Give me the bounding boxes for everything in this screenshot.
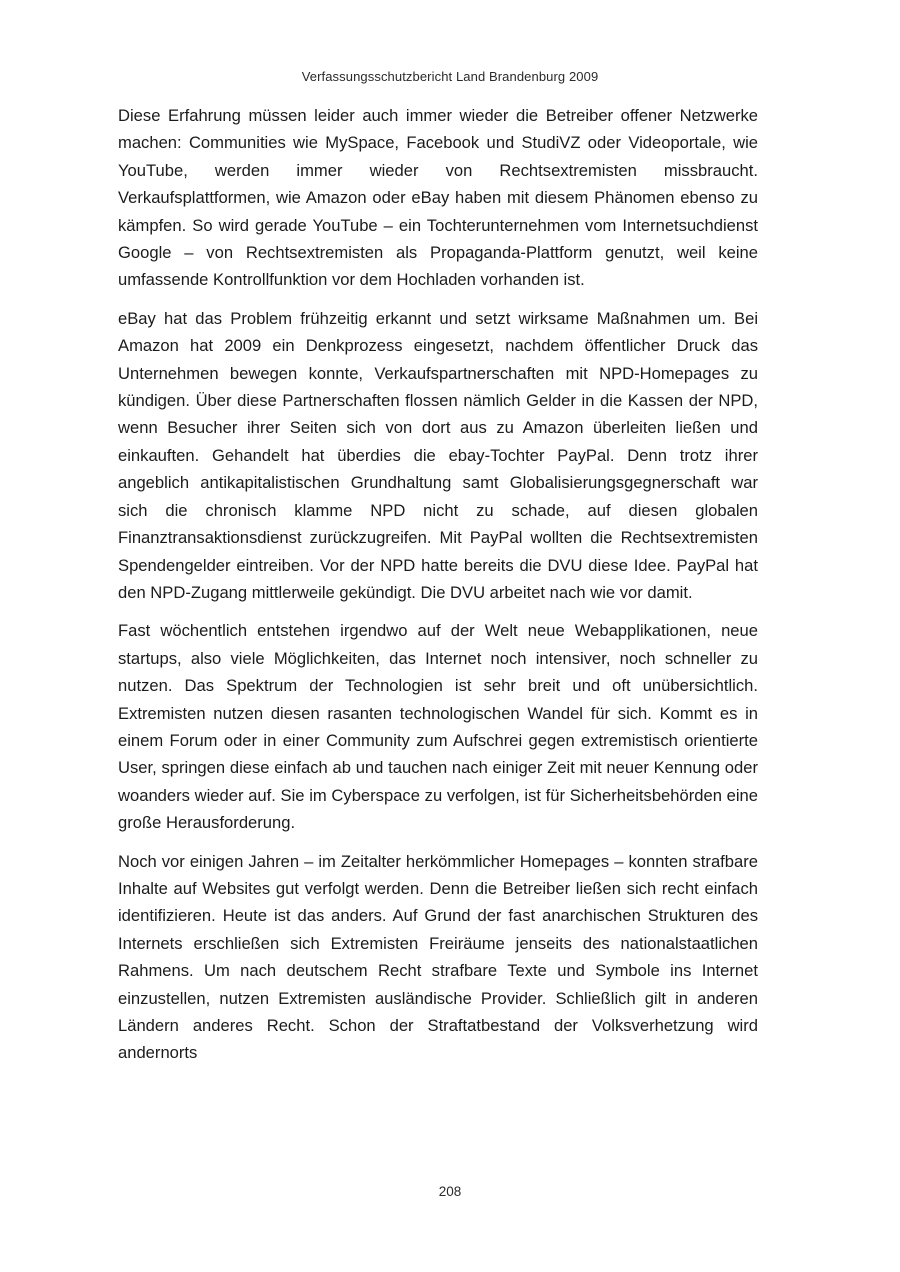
paragraph-1: Diese Erfahrung müssen leider auch immer wieder die Betreiber offener Netzwerke machen: Communities wie MySpace, Facebook und StudiVZ oder Videoportale, wie YouTube, werden immer wieder von Rechtsextremisten missbraucht. Verkaufsplattformen, wie Amazon oder eBay haben mit diesem Phänomen ebenso zu kämpfen. So wird gerade YouTube – ein Tochterunternehmen vom Internetsuchdienst Google – von Rechtsextremisten als Propaganda-Plattform genutzt, weil keine umfassende Kontrollfunktion vor dem Hochladen vorhanden ist. <box>118 106 758 290</box>
body-text <box>118 102 758 1078</box>
running-header: Verfassungsschutzbericht Land Brandenburg 2009 <box>301 69 599 84</box>
page-number: 208 <box>438 1184 462 1199</box>
paragraph-4: Noch vor einigen Jahren – im Zeitalter herkömmlicher Homepages – konnten strafbare Inhalte auf Websites gut verfolgt werden. Denn die Betreiber ließen sich recht einfach identifizieren. Heute ist das anders. Auf Grund der fast anarchischen Strukturen des Internets erschließen sich Extremisten Freiräume jenseits des nationalstaatlichen Rahmens. Um nach deutschem Recht strafbare Texte und Symbole ins Internet einzustellen, nutzen Extremisten ausländische Provider. Schließlich gilt in anderen Ländern anderes Recht. Schon der Straftatbestand der Volksverhetzung wird andernorts <box>118 851 758 1063</box>
paragraph-3: Fast wöchentlich entstehen irgendwo auf der Welt neue Webapplikationen, neue startups, also viele Möglichkeiten, das Internet noch intensiver, noch schneller zu nutzen. Das Spektrum der Technologien ist sehr breit und oft unübersichtlich. Extremisten nutzen diesen rasanten technologischen Wandel für sich. Kommt es in einem Forum oder in einer Community zum Aufschrei gegen extremistisch orientierte User, springen diese einfach ab und tauchen nach einiger Zeit mit neuer Kennung oder woanders wieder auf. Sie im Cyberspace zu verfolgen, ist für Sicherheitsbehörden eine große Herausforderung. <box>118 621 758 833</box>
paragraph-2: eBay hat das Problem frühzeitig erkannt und setzt wirksame Maßnahmen um. Bei Amazon hat 2009 ein Denkprozess eingesetzt, nachdem öffentlicher Druck das Unternehmen bewegen konnte, Verkaufspartnerschaften mit NPD-Homepages zu kündigen. Über diese Partnerschaften flossen nämlich Gelder in die Kassen der NPD, wenn Besucher ihrer Seiten sich von dort aus zu Amazon überleiten ließen und einkauften. Gehandelt hat überdies die ebay-Tochter PayPal. Denn trotz ihrer angeblich antikapitalistischen Grundhaltung samt Globalisierungsgegnerschaft war sich die chronisch klamme NPD nicht zu schade, auf diesen globalen Finanztransaktionsdienst zurückzugreifen. Mit PayPal wollten die Rechtsextremisten Spendengelder eintreiben. Vor der NPD hatte bereits die DVU diese Idee. PayPal hat den NPD-Zugang mittlerweile gekündigt. Die DVU arbeitet nach wie vor damit. <box>118 308 758 602</box>
